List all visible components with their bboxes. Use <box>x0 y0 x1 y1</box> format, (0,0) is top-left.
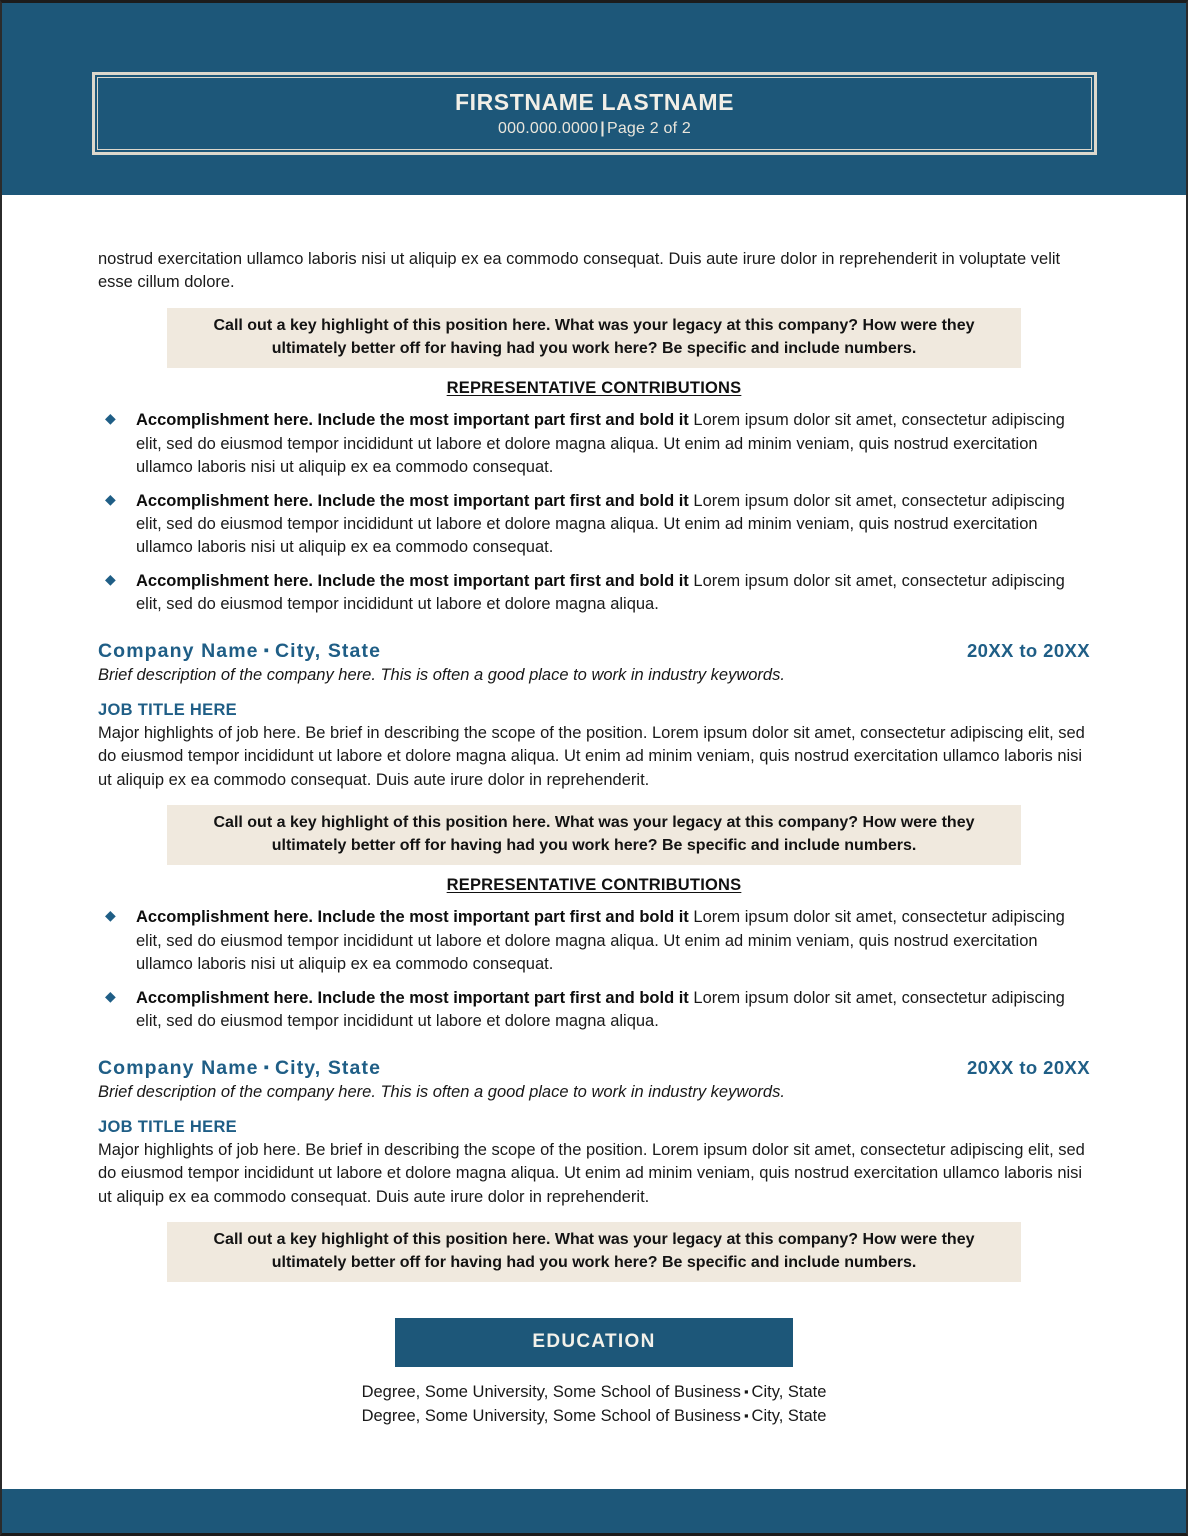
bullet-lead-text: Accomplishment here. Include the most important part first and bold it <box>136 571 689 590</box>
company-description: Brief description of the company here. This is often a good place to work in industry keywords. <box>98 665 785 684</box>
list-item <box>98 570 1090 617</box>
square-separator-icon: ▪ <box>263 641 270 659</box>
diamond-bullet-icon: ◆ <box>105 907 116 924</box>
callout-highlight-3: Call out a key highlight of this position here. What was your legacy at this company? How were they ultimately better off for having had you work here? Be specific and include numbers. <box>167 1222 1021 1282</box>
bullet-lead-text: Accomplishment here. Include the most important part first and bold it <box>136 908 689 927</box>
diamond-bullet-icon: ◆ <box>105 987 116 1004</box>
header-separator: | <box>600 119 605 137</box>
education-location: City, State <box>751 1407 827 1426</box>
experience-header-2 <box>98 1057 1090 1080</box>
company-name: Company Name <box>98 639 259 662</box>
job-title: JOB TITLE HERE <box>98 700 237 719</box>
contributions-list-2 <box>98 906 1090 1033</box>
intro-paragraph: nostrud exercitation ullamco laboris nisi ut aliquip ex ea commodo consequat. Duis aute irure dolor in reprehenderit in voluptate velit esse cillum dolore. <box>98 250 1061 292</box>
education-location: City, State <box>751 1383 827 1402</box>
bullet-body-text: Lorem ipsum dolor sit amet, consectetur adipiscing elit, sed do eiusmod tempor incididunt ut labore et dolore magna aliqua. Ut enim ad minim veniam, quis nostrud exercitation ullamco laboris nisi ut aliquip ex ea commodo consequat. <box>136 411 1065 477</box>
job-title: JOB TITLE HERE <box>98 1117 237 1136</box>
diamond-bullet-icon: ◆ <box>105 410 116 427</box>
bullet-lead-text: Accomplishment here. Include the most important part first and bold it <box>136 411 689 430</box>
job-summary: Major highlights of job here. Be brief in describing the scope of the position. Lorem ipsum dolor sit amet, consectetur adipiscing elit, sed do eiusmod tempor incididunt ut labore et dolore magna aliqua. Ut enim ad minim veniam, quis nostrud exercitation ullamco laboris nisi ut aliquip ex ea commodo consequat. Duis aute irure dolor in reprehenderit. <box>98 1140 1085 1206</box>
diamond-bullet-icon: ◆ <box>105 490 116 507</box>
list-item <box>98 409 1090 479</box>
bullet-body-text: Lorem ipsum dolor sit amet, consectetur adipiscing elit, sed do eiusmod tempor incididunt ut labore et dolore magna aliqua. Ut enim ad minim veniam, quis nostrud exercitation ullamco laboris nisi ut aliquip ex ea commodo consequat. <box>136 908 1065 974</box>
phone-number: 000.000.0000 <box>497 119 599 137</box>
company-location: City, State <box>275 639 382 662</box>
document-body <box>2 195 1186 1429</box>
candidate-name: FIRSTNAME LASTNAME <box>454 89 735 116</box>
header-frame-inner <box>97 77 1092 150</box>
callout-highlight-1: Call out a key highlight of this position here. What was your legacy at this company? How were they ultimately better off for having had you work here? Be specific and include numbers. <box>167 308 1021 368</box>
contributions-list-1 <box>98 409 1090 616</box>
contributions-heading-2: REPRESENTATIVE CONTRIBUTIONS <box>446 876 742 895</box>
callout-highlight-2: Call out a key highlight of this position here. What was your legacy at this company? How were they ultimately better off for having had you work here? Be specific and include numbers. <box>167 805 1021 865</box>
education-degree: Degree, Some University, Some School of Business <box>361 1407 741 1426</box>
company-and-location-2 <box>98 1057 381 1080</box>
bullet-lead-text: Accomplishment here. Include the most important part first and bold it <box>136 988 689 1007</box>
list-item <box>98 490 1090 560</box>
bullet-lead-text: Accomplishment here. Include the most important part first and bold it <box>136 491 689 510</box>
company-and-location-1 <box>98 640 381 663</box>
bullet-body-text: Lorem ipsum dolor sit amet, consectetur adipiscing elit, sed do eiusmod tempor incididunt ut labore et dolore magna aliqua. <box>136 571 1065 614</box>
company-description: Brief description of the company here. This is often a good place to work in industry keywords. <box>98 1082 785 1101</box>
square-separator-icon: ▪ <box>743 1408 749 1424</box>
list-item <box>98 906 1090 976</box>
employment-dates: 20XX to 20XX <box>966 1056 1090 1078</box>
list-item <box>98 987 1090 1034</box>
education-entries <box>98 1381 1090 1429</box>
education-entry <box>98 1405 1090 1429</box>
contributions-heading-1: REPRESENTATIVE CONTRIBUTIONS <box>446 379 742 398</box>
diamond-bullet-icon: ◆ <box>105 570 116 587</box>
bullet-body-text: Lorem ipsum dolor sit amet, consectetur adipiscing elit, sed do eiusmod tempor incididunt ut labore et dolore magna aliqua. Ut enim ad minim veniam, quis nostrud exercitation ullamco laboris nisi ut aliquip ex ea commodo consequat. <box>136 491 1065 557</box>
education-section-banner: EDUCATION <box>395 1318 793 1367</box>
experience-header-1 <box>98 640 1090 663</box>
company-name: Company Name <box>98 1056 259 1079</box>
education-entry <box>98 1381 1090 1405</box>
page-number-label: Page 2 of 2 <box>606 119 691 137</box>
header-contact-line <box>498 120 691 138</box>
page-header-banner <box>2 3 1186 195</box>
square-separator-icon: ▪ <box>743 1384 749 1400</box>
job-summary: Major highlights of job here. Be brief in describing the scope of the position. Lorem ipsum dolor sit amet, consectetur adipiscing elit, sed do eiusmod tempor incididunt ut labore et dolore magna aliqua. Ut enim ad minim veniam, quis nostrud exercitation ullamco laboris nisi ut aliquip ex ea commodo consequat. Duis aute irure dolor in reprehenderit. <box>98 723 1085 789</box>
company-location: City, State <box>275 1056 382 1079</box>
employment-dates: 20XX to 20XX <box>966 639 1090 661</box>
square-separator-icon: ▪ <box>263 1058 270 1076</box>
bullet-body-text: Lorem ipsum dolor sit amet, consectetur adipiscing elit, sed do eiusmod tempor incididunt ut labore et dolore magna aliqua. <box>136 988 1065 1031</box>
header-frame <box>92 72 1097 155</box>
page-footer-banner <box>2 1489 1186 1533</box>
education-degree: Degree, Some University, Some School of Business <box>361 1383 741 1402</box>
